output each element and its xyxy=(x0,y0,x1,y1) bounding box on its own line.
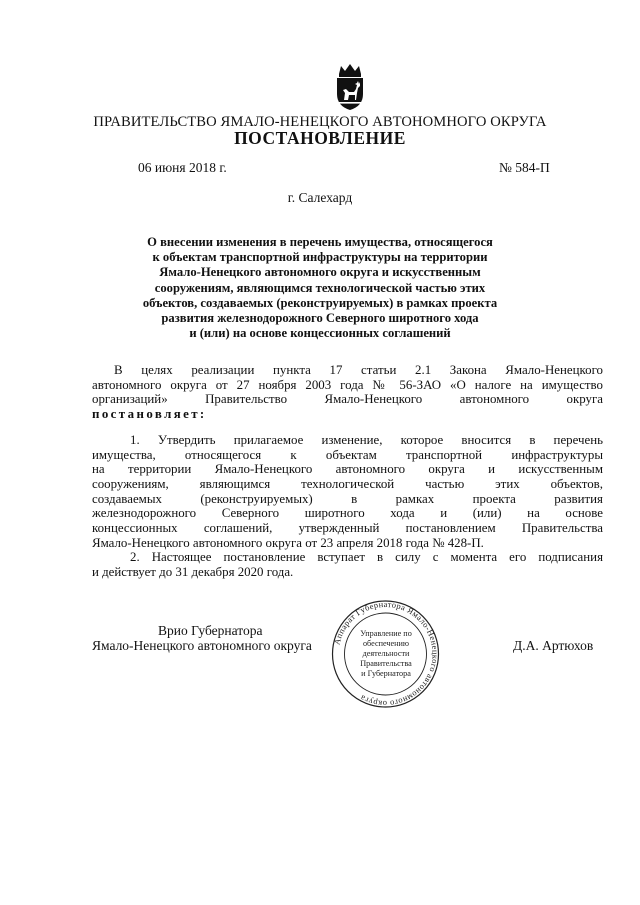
body-line: 1. Утвердить прилагаемое изменение, которое вносится в перечень xyxy=(130,433,603,447)
body-line: В целях реализации пункта 17 статьи 2.1 Закона Ямало-Ненецкого xyxy=(114,363,603,377)
preamble-paragraph xyxy=(92,363,603,422)
resolves-word: постановляет: xyxy=(92,407,207,422)
signatory-name: Д.А. Артюхов xyxy=(513,638,594,653)
stamp-inner-line: обеспечению xyxy=(362,639,410,648)
stamp-inner-line: деятельности xyxy=(362,649,410,658)
stamp-ring-text: Аппарат Губернатора Ямало-Ненецкого автономного округа xyxy=(332,600,440,708)
item-1-paragraph xyxy=(92,433,603,551)
document-date: 06 июня 2018 г. xyxy=(138,160,227,175)
body-line: создаваемых (реконструируемых) в рамках проекта развития xyxy=(92,491,603,506)
stamp-inner-line: Правительства xyxy=(360,659,412,668)
item-2-paragraph xyxy=(92,550,603,579)
body-line: сооружениям, являющимся технологической частью этих объектов, xyxy=(92,477,603,492)
title-line: и (или) на основе концессионных соглашений xyxy=(189,326,451,341)
body-line: имущества, относящегося к объектам транспортной инфраструктуры xyxy=(92,447,603,462)
document-city: г. Салехард xyxy=(287,190,353,205)
body-line: на территории Ямало-Ненецкого автономного округа и искусственным xyxy=(92,462,603,477)
body-line: автономного округа от 27 ноября 2003 года № 56-ЗАО «О налоге на имущество xyxy=(92,377,603,392)
stamp-inner-line: и Губернатора xyxy=(361,669,411,678)
title-line: объектов, создаваемых (реконструируемых) в рамках проекта xyxy=(142,295,498,310)
title-line: О внесении изменения в перечень имущества, относящегося xyxy=(147,235,493,249)
document-title xyxy=(100,235,540,341)
document-type: ПОСТАНОВЛЕНИЕ xyxy=(234,128,406,148)
title-line: сооружениям, являющимся технологической частью этих xyxy=(154,280,486,295)
body-line: концессионных соглашений, утвержденный постановлением Правительства xyxy=(92,521,603,536)
body-line: организаций» Правительство Ямало-Ненецкого автономного округа xyxy=(92,392,603,407)
government-name: ПРАВИТЕЛЬСТВО ЯМАЛО-НЕНЕЦКОГО АВТОНОМНОГО ОКРУГА xyxy=(93,114,547,130)
title-line: к объектам транспортной инфраструктуры на территории xyxy=(152,250,488,265)
signatory-region: Ямало-Ненецкого автономного округа xyxy=(92,638,312,653)
body-line: 2. Настоящее постановление вступает в силу с момента его подписания xyxy=(130,550,603,564)
body-line: железнодорожного Северного широтного хода и (или) на основе xyxy=(92,506,603,521)
coat-of-arms-icon xyxy=(329,62,371,112)
title-line: развития железнодорожного Северного широтного хода xyxy=(161,311,479,326)
signatory-position: Врио Губернатора xyxy=(158,623,263,638)
body-line: и действует до 31 декабря 2020 года. xyxy=(92,564,294,579)
body-line: Ямало-Ненецкого автономного округа от 23 апреля 2018 года № 428-П. xyxy=(92,535,484,550)
stamp-inner-line: Управление по xyxy=(360,629,412,638)
document-number: № 584-П xyxy=(499,160,550,175)
title-line: Ямало-Ненецкого автономного округа и искусственным xyxy=(159,265,481,280)
official-stamp-icon xyxy=(328,600,443,708)
